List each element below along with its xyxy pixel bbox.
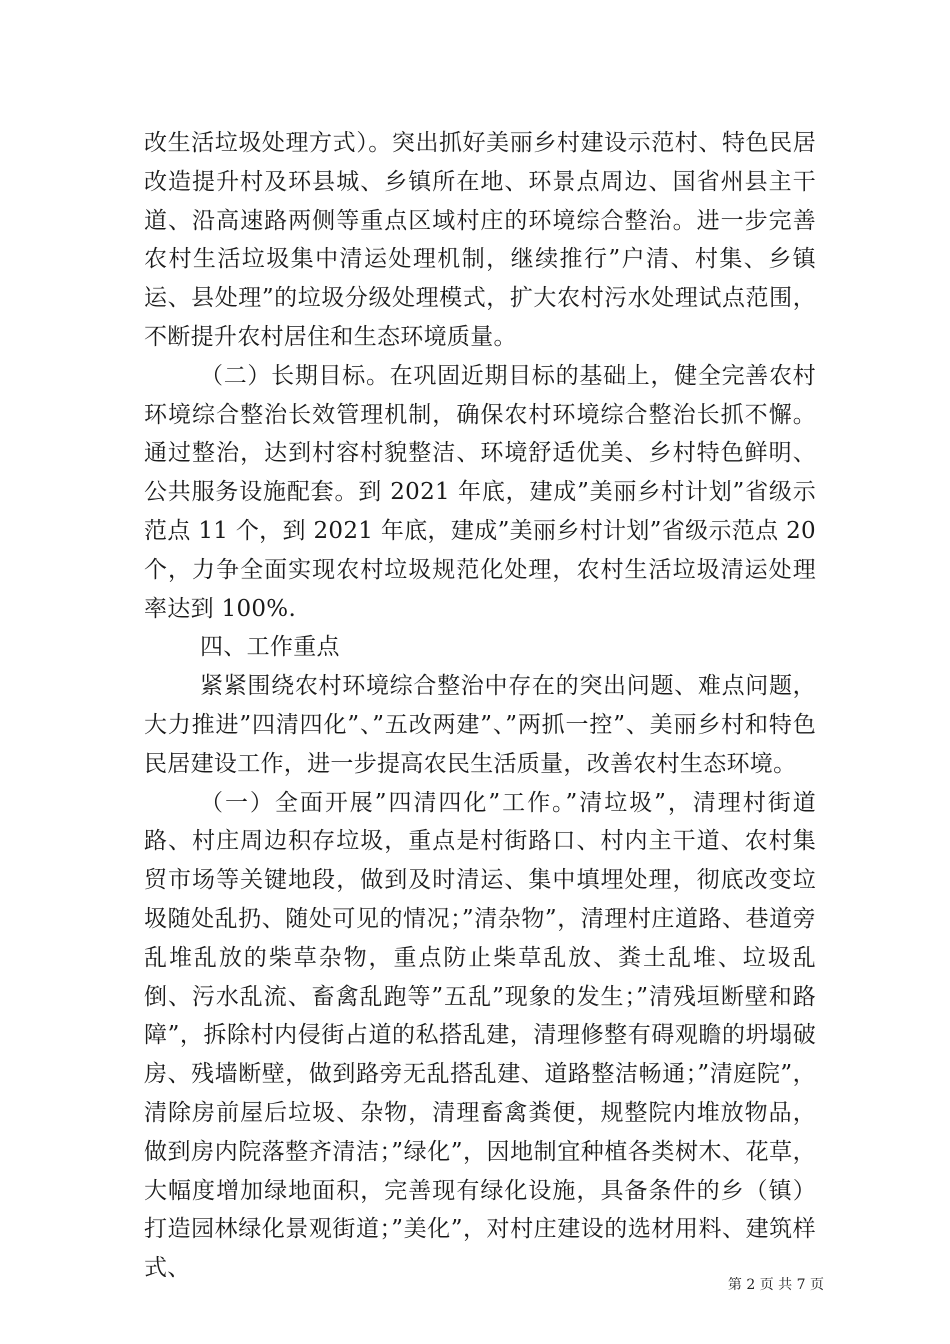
document-body xyxy=(144,124,816,1288)
paragraph-continuation: 改生活垃圾处理方式）。突出抓好美丽乡村建设示范村、特色民居改造提升村及环县城、乡镇所在地、环景点周边、国省州县主干道、沿高速路两侧等重点区域村庄的环境综合整治。进一步完善农村生活垃圾集中清运处理机制，继续推行”户清、村集、乡镇运、县处理”的垃圾分级处理模式，扩大农村污水处理试点范围，不断提升农村居住和生态环境质量。 xyxy=(144,130,816,350)
section-heading-work-focus: 四、工作重点 xyxy=(200,634,340,661)
paragraph-long-term-goals: （二）长期目标。在巩固近期目标的基础上，健全完善农村环境综合整治长效管理机制，确保农村环境综合整治长抓不懈。通过整治，达到村容村貌整洁、环境舒适优美、乡村特色鲜明、公共服务设施配套。到 2021 年底，建成”美丽乡村计划”省级示范点 11 个，到 2021 年底，建成”美丽乡村计划”省级示范点 20 个，力争全面实现农村垃圾规范化处理，农村生活垃圾清运处理率达到 100%. xyxy=(144,362,816,622)
page-number: 第 2 页 共 7 页 xyxy=(727,1277,824,1293)
paragraph-work-focus-intro: 紧紧围绕农村环境综合整治中存在的突出问题、难点问题，大力推进”四清四化”、”五改两建”、”两抓一控”、美丽乡村和特色民居建设工作，进一步提高农民生活质量，改善农村生态环境。 xyxy=(144,673,816,777)
paragraph-four-cleans: （一）全面开展”四清四化”工作。”清垃圾”，清理村街道路、村庄周边积存垃圾，重点是村街路口、村内主干道、农村集贸市场等关键地段，做到及时清运、集中填埋处理，彻底改变垃圾随处乱扔、随处可见的情况；”清杂物”，清理村庄道路、巷道旁乱堆乱放的柴草杂物，重点防止柴草乱放、粪土乱堆、垃圾乱倒、污水乱流、畜禽乱跑等”五乱”现象的发生；”清残垣断壁和路障”，拆除村内侵街占道的私搭乱建，清理修整有碍观瞻的坍塌破房、残墙断壁，做到路旁无乱搭乱建、道路整洁畅通；”清庭院”，清除房前屋后垃圾、杂物，清理畜禽粪便，规整院内堆放物品，做到房内院落整齐清洁；”绿化”，因地制宜种植各类树木、花草，大幅度增加绿地面积，完善现有绿化设施，具备条件的乡（镇）打造园林绿化景观街道；”美化”，对村庄建设的选材用料、建筑样式、 xyxy=(144,789,816,1282)
